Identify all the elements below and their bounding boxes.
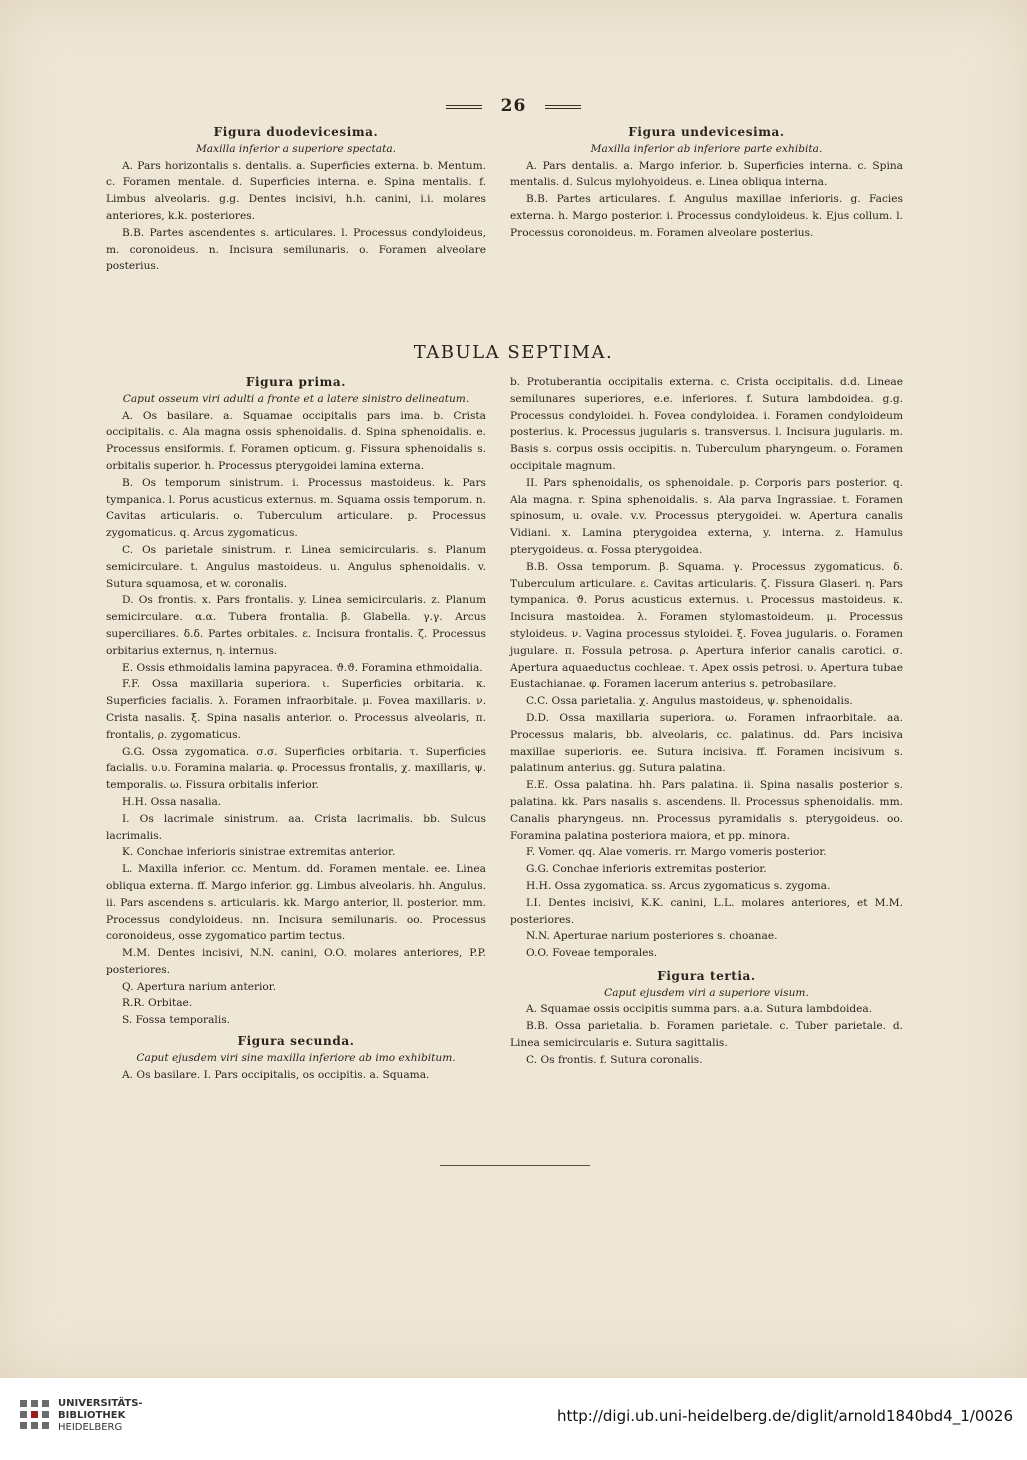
page-header	[0, 96, 1027, 116]
figure-title: Figura prima.	[245, 375, 347, 389]
university-logo-icon	[18, 1398, 52, 1432]
paragraph: I.I. Dentes incisivi, K.K. canini, L.L. molares anteriores, et M.M. posteriores.	[510, 896, 903, 926]
figure-title: Figura undevicesima.	[628, 125, 785, 139]
paragraph: A. Squamae ossis occipitis summa pars. a.a. Sutura lambdoidea.	[526, 1003, 873, 1016]
paragraph: B.B. Ossa parietalia. b. Foramen parietale. c. Tuber parietale. d. Linea semicircularis e. Sutura sagittalis.	[510, 1020, 903, 1050]
paragraph: A. Pars horizontalis s. dentalis. a. Superficies externa. b. Mentum. c. Foramen mentale. d. Superficies interna. e. Spina mentalis. f. Limbus alveolaris. g.g. Dentes incisivi, h.h. canini, i.i. molares anteriores, k.k. posteriores.	[106, 159, 486, 222]
paragraph: K. Conchae inferioris sinistrae extremitas anterior.	[122, 846, 396, 859]
paragraph: B.B. Partes articulares. f. Angulus maxillae inferioris. g. Facies externa. h. Margo posterior. i. Processus condyloideus. k. Ejus collum. l. Processus coronoideus. m. Foramen alveolare posterius.	[510, 193, 903, 239]
paragraph: C.C. Ossa parietalia. χ. Angulus mastoideus, ψ. sphenoidalis.	[526, 695, 853, 708]
paragraph: S. Fossa temporalis.	[122, 1014, 231, 1027]
paragraph: O.O. Foveae temporales.	[526, 947, 658, 960]
header-rule-right	[545, 105, 581, 109]
paragraph: R.R. Orbitae.	[122, 997, 193, 1010]
paragraph: C. Os frontis. f. Sutura coronalis.	[526, 1053, 703, 1066]
paragraph: G.G. Ossa zygomatica. σ.σ. Superficies orbitaria. τ. Superficies facialis. υ.υ. Foramina malaria. φ. Processus frontalis, χ. maxillaris, ψ. temporalis. ω. Fissura orbitalis inferior.	[106, 745, 486, 792]
paragraph: B.B. Partes ascendentes s. articulares. l. Processus condyloideus, m. coronoideus. n. Incisura semilunaris. o. Foramen alveolare posterius.	[106, 226, 486, 273]
bottom-divider	[440, 1165, 590, 1166]
header-rule-left	[446, 105, 482, 109]
paragraph: Q. Apertura narium anterior.	[122, 980, 277, 993]
logo-line: BIBLIOTHEK	[58, 1410, 126, 1421]
paragraph: A. Pars dentalis. a. Margo inferior. b. Superficies interna. c. Spina mentalis. d. Sulcus mylohyoideus. e. Linea obliqua interna.	[510, 159, 903, 189]
figure-subtitle: Maxilla inferior a superiore spectata.	[195, 142, 397, 155]
paragraph: F. Vomer. qq. Alae vomeris. rr. Margo vomeris posterior.	[526, 846, 827, 859]
paragraph: b. Protuberantia occipitalis externa. c. Crista occipitalis. d.d. Lineae semilunares superiores, e.e. inferiores. f. Sutura lambdoidea. g.g. Processus condyloidei. h. Fovea condyloidea. i. Foramen condyloideum posterius. k. Processus jugularis s. transversus. l. Incisura jugularis. m. Basis s. corpus ossis occipitis. n. Tuberculum pharyngeum. o. Foramen occipitale magnum.	[510, 376, 903, 472]
figure-title: Figura secunda.	[237, 1034, 355, 1049]
figure-subtitle: Caput ejusdem viri a superiore visum.	[604, 986, 809, 999]
paragraph: B.B. Ossa temporum. β. Squama. γ. Processus zygomaticus. δ. Tuberculum articulare. ε. Cavitas articularis. ζ. Fissura Glaseri. η. Pars tympanica. ϑ. Porus acusticus externus. ι. Processus mastoideus. κ. Incisura mastoidea. λ. Foramen stylomastoideum. μ. Processus styloideus. ν. Vagina processus styloidei. ξ. Fovea jugularis. ο. Foramen jugulare. π. Fossula petrosa. ρ. Apertura inferior canalis carotici. σ. Apertura aquaeductus cochleae. τ. Apex ossis petrosi. υ. Apertura tubae Eustachianae. φ. Foramen lacerum anterius s. petrobasilare.	[510, 560, 903, 691]
paragraph: M.M. Dentes incisivi, N.N. canini, O.O. molares anteriores, P.P. posteriores.	[106, 947, 486, 976]
paragraph: G.G. Conchae inferioris extremitas posterior.	[526, 863, 767, 876]
paragraph: H.H. Ossa nasalia.	[122, 795, 222, 808]
paragraph: C. Os parietale sinistrum. r. Linea semicircularis. s. Planum semicirculare. t. Angulus mastoideus. u. Angulus sphenoidalis. v. Sutura squamosa, et w. coronalis.	[106, 543, 486, 590]
figure-subtitle: Caput osseum viri adulti a fronte et a latere sinistro delineatum.	[122, 392, 470, 405]
logo-line: UNIVERSITÄTS-	[58, 1398, 143, 1409]
right-column	[510, 374, 903, 1069]
paragraph: A. Os basilare. a. Squamae occipitalis pars ima. b. Crista occipitalis. c. Ala magna ossis sphenoidalis. d. Spina sphenoidalis. e. Processus ensiformis. f. Foramen opticum. g. Fissura sphenoidalis s. orbitalis superior. h. Processus pterygoidei lamina externa.	[106, 409, 486, 472]
paragraph: H.H. Ossa zygomatica. ss. Arcus zygomaticus s. zygoma.	[526, 879, 831, 892]
paragraph: II. Pars sphenoidalis, os sphenoidale. p. Corporis pars posterior. q. Ala magna. r. Spina sphenoidalis. s. Ala parva Ingrassiae. t. Foramen spinosum, u. ovale. v.v. Processus pterygoidei. w. Apertura canalis Vidiani. x. Lamina pterygoidea externa, y. interna. z. Hamulus pterygoideus. α. Fossa pterygoidea.	[510, 476, 903, 556]
paragraph: D.D. Ossa maxillaria superiora. ω. Foramen infraorbitale. aa. Processus malaris, bb. alveolaris, cc. palatinus. dd. Pars incisiva maxillae superioris. ee. Sutura incisiva. ff. Foramen incisivum s. palatinum anterius. gg. Sutura palatina.	[510, 711, 903, 775]
paragraph: L. Maxilla inferior. cc. Mentum. dd. Foramen mentale. ee. Linea obliqua externa. ff. Margo inferior. gg. Limbus alveolaris. hh. Angulus. ii. Pars ascendens s. articularis. kk. Margo anterior, ll. posterior. mm. Processus condyloideus. nn. Incisura semilunaris. oo. Processus coronoideus, osse zygomatico partim tectus.	[106, 863, 486, 943]
figure-19-block	[510, 124, 903, 242]
paragraph: N.N. Aperturae narium posteriores s. choanae.	[526, 930, 778, 943]
paragraph: A. Os basilare. I. Pars occipitalis, os occipitis. a. Squama.	[122, 1068, 430, 1081]
paragraph: I. Os lacrimale sinistrum. aa. Crista lacrimalis. bb. Sulcus lacrimalis.	[106, 812, 486, 842]
figure-subtitle: Maxilla inferior ab inferiore parte exhibita.	[590, 142, 823, 155]
paragraph: E. Ossis ethmoidalis lamina papyracea. ϑ.ϑ. Foramina ethmoidalia.	[122, 661, 483, 674]
footer-bar	[0, 1378, 1027, 1460]
figure-title: Figura tertia.	[657, 968, 756, 983]
left-column	[106, 374, 486, 1083]
tabula-heading: TABULA SEPTIMA.	[413, 342, 614, 363]
permalink-url[interactable]: http://digi.ub.uni-heidelberg.de/diglit/arnold1840bd4_1/0026	[556, 1407, 1013, 1425]
paragraph: B. Os temporum sinistrum. i. Processus mastoideus. k. Pars tympanica. l. Porus acusticus externus. m. Squama ossis temporum. n. Cavitas articularis. o. Tuberculum articulare. p. Processus zygomaticus. q. Arcus zygomaticus.	[106, 476, 486, 540]
figure-subtitle: Caput ejusdem viri sine maxilla inferiore ab imo exhibitum.	[136, 1051, 456, 1064]
paragraph: F.F. Ossa maxillaria superiora. ι. Superficies orbitaria. κ. Superficies facialis. λ. Foramen infraorbitale. μ. Fovea maxillaris. ν. Crista nasalis. ξ. Spina nasalis anterior. ο. Processus alveolaris, π. frontalis, ρ. zygomaticus.	[106, 678, 486, 741]
logo-line: HEIDELBERG	[58, 1422, 123, 1433]
page-number: 26	[500, 96, 527, 116]
figure-title: Figura duodevicesima.	[213, 125, 379, 139]
figure-18-block	[106, 124, 486, 275]
paragraph: E.E. Ossa palatina. hh. Pars palatina. ii. Spina nasalis posterior s. palatina. kk. Pars nasalis s. ascendens. ll. Processus sphenoidalis. mm. Canalis pharyngeus. nn. Processus pyramidalis s. pterygoideus. oo. Foramina palatina posteriora maiora, et pp. minora.	[510, 779, 903, 842]
university-logo-text	[58, 1398, 143, 1434]
paragraph: D. Os frontis. x. Pars frontalis. y. Linea semicircularis. z. Planum semicirculare. α.α. Tubera frontalia. β. Glabella. γ.γ. Arcus superciliares. δ.δ. Partes orbitales. ε. Incisura frontalis. ζ. Processus orbitarius externus, η. internus.	[106, 594, 486, 657]
